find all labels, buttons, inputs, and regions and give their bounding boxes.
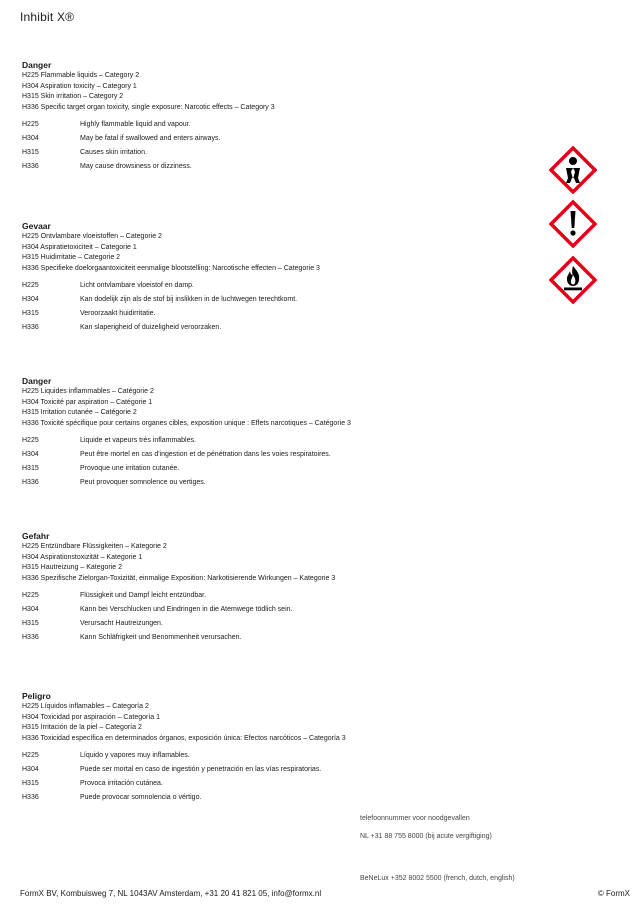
hazard-text: Kann Schläfrigkeit und Benommenheit verursachen.: [80, 634, 242, 642]
hazard-statement: [22, 435, 542, 449]
classification-line: H304 Toxicité par aspiration – Catégorie 1: [22, 398, 153, 406]
hazard-text: Peut être mortel en cas d'ingestion et de pénétration dans les voies respiratoires.: [80, 451, 331, 459]
hazard-text: Flüssigkeit und Dampf leicht entzündbar.: [80, 592, 207, 600]
signal-word: Peligro: [22, 691, 51, 701]
classification-line: H225 Flammable liquids – Category 2: [22, 72, 140, 79]
hazard-code: H225: [22, 121, 39, 129]
hazard-code: H225: [22, 282, 39, 290]
classification-line: H304 Aspirationstoxizität – Kategorie 1: [22, 553, 143, 561]
classification-line: H336 Spezifische Zielorgan-Toxizität, einmalige Exposition: Narkotisierende Wirkungen – Kategorie 3: [22, 574, 336, 582]
classification-line: H225 Líquidos inflamables – Categoría 2: [22, 703, 149, 710]
hazard-statement: [22, 119, 542, 133]
footer-copyright: © FormX: [597, 889, 630, 898]
classification-line: H225 Ontvlambare vloeistoffen – Categorie 2: [22, 233, 162, 240]
document-title: Inhibit X®: [20, 10, 75, 24]
emergency-phone-benelux: BeNeLux +352 8002 5500 (french, dutch, english): [360, 875, 515, 882]
hazard-text: Provoca irritación cutánea.: [80, 780, 163, 788]
classification-line: H336 Specifieke doelorgaantoxiciteit eenmalige blootstelling: Narcotische effecten – Categorie 3: [22, 264, 320, 272]
classification-line: H315 Irritation cutanée – Catégorie 2: [22, 409, 137, 417]
hazard-statement: [22, 618, 542, 632]
hazard-statement: [22, 764, 542, 778]
section-english: [22, 60, 542, 175]
hazard-code: H315: [22, 780, 39, 788]
section-french: [22, 376, 542, 491]
classification-line: H336 Specific target organ toxicity, single exposure: Narcotic effects – Category 3: [22, 103, 275, 111]
hazard-text: Liquide et vapeurs très inflammables.: [80, 437, 196, 445]
hazard-code: H336: [22, 634, 39, 642]
health-hazard-icon: [549, 146, 597, 194]
classification-line: H304 Toxicidad por aspiración – Categoría 1: [22, 713, 161, 721]
hazard-statement: [22, 449, 542, 463]
classification-line: H225 Entzündbare Flüssigkeiten – Kategorie 2: [22, 543, 167, 550]
hazard-text: Líquido y vapores muy inflamables.: [80, 752, 190, 760]
signal-word: Danger: [22, 60, 52, 70]
hazard-code: H304: [22, 135, 39, 143]
hazard-code: H304: [22, 451, 39, 459]
hazard-text: Kann bei Verschlucken und Eindringen in die Atemwege tödlich sein.: [80, 606, 293, 614]
flame-icon: [549, 256, 597, 304]
hazard-text: May be fatal if swallowed and enters airways.: [80, 135, 221, 143]
hazard-statement: [22, 322, 542, 336]
hazard-code: H304: [22, 296, 39, 304]
hazard-code: H225: [22, 752, 39, 760]
hazard-text: Verursacht Hautreizungen.: [80, 620, 163, 628]
section-spanish: [22, 691, 542, 806]
signal-word: Danger: [22, 376, 52, 386]
classification-line: H315 Irritación de la piel – Categoría 2: [22, 724, 142, 732]
hazard-statement: [22, 280, 542, 294]
hazard-statement: [22, 632, 542, 646]
section-german: [22, 531, 542, 646]
classification-line: H315 Hautreizung – Kategorie 2: [22, 564, 123, 572]
hazard-statement: [22, 133, 542, 147]
hazard-text: Causes skin irritation.: [80, 149, 147, 157]
hazard-statement: [22, 294, 542, 308]
hazard-code: H225: [22, 592, 39, 600]
hazard-text: Puede provocar somnolencia o vértigo.: [80, 794, 202, 802]
hazard-text: Peut provoquer somnolence ou vertiges.: [80, 479, 206, 487]
hazard-statement: [22, 590, 542, 604]
classification-line: H225 Liquides inflammables – Catégorie 2: [22, 388, 154, 395]
hazard-statement: [22, 308, 542, 322]
hazard-code: H336: [22, 324, 39, 332]
hazard-text: Kan dodelijk zijn als de stof bij inslikken in de luchtwegen terechtkomt.: [80, 296, 298, 304]
signal-word: Gevaar: [22, 221, 51, 231]
hazard-statement: [22, 477, 542, 491]
classification-line: H315 Huidirritatie – Categorie 2: [22, 254, 121, 262]
classification-line: H315 Skin irritation – Category 2: [22, 93, 124, 101]
classification-line: H336 Toxicidad específica en determinados órganos, exposición única: Efectos narcóticos – Categoría 3: [22, 734, 346, 742]
hazard-text: Puede ser mortal en caso de ingestión y penetración en las vías respiratorias.: [80, 766, 322, 774]
hazard-statement: [22, 463, 542, 477]
hazard-code: H304: [22, 766, 39, 774]
hazard-statement: [22, 604, 542, 618]
emergency-label: telefoonnummer voor noodgevallen: [360, 815, 470, 822]
hazard-statement: [22, 778, 542, 792]
footer-address: FormX BV, Kombuisweg 7, NL 1043AV Amsterdam, +31 20 41 821 05, info@formx.nl: [20, 889, 322, 898]
signal-word: Gefahr: [22, 531, 50, 541]
emergency-phone-nl: NL +31 88 755 8000 (bij acute vergiftiging): [360, 833, 492, 840]
hazard-text: May cause drowsiness or dizziness.: [80, 163, 192, 171]
hazard-code: H315: [22, 149, 39, 157]
hazard-statement: [22, 161, 542, 175]
hazard-code: H315: [22, 465, 39, 473]
hazard-code: H315: [22, 310, 39, 318]
hazard-code: H336: [22, 479, 39, 487]
hazard-code: H315: [22, 620, 39, 628]
hazard-text: Provoque une irritation cutanée.: [80, 465, 180, 473]
hazard-text: Kan slaperigheid of duizeligheid veroorzaken.: [80, 324, 222, 332]
classification-line: H304 Aspiration toxicity – Category 1: [22, 82, 137, 90]
hazard-text: Veroorzaakt huidirritatie.: [80, 310, 156, 318]
hazard-statement: [22, 750, 542, 764]
hazard-statement: [22, 147, 542, 161]
hazard-code: H304: [22, 606, 39, 614]
classification-line: H336 Toxicité spécifique pour certains organes cibles, exposition unique : Effets narcotiques – Catégorie 3: [22, 419, 351, 427]
exclamation-mark-icon: [549, 200, 597, 248]
hazard-code: H336: [22, 794, 39, 802]
hazard-text: Licht ontvlambare vloeistof en damp.: [80, 282, 195, 290]
hazard-statement: [22, 792, 542, 806]
hazard-code: H336: [22, 163, 39, 171]
hazard-code: H225: [22, 437, 39, 445]
classification-line: H304 Aspiratietoxiciteit – Categorie 1: [22, 243, 137, 251]
hazard-text: Highly flammable liquid and vapour.: [80, 121, 191, 129]
section-dutch: [22, 221, 542, 336]
